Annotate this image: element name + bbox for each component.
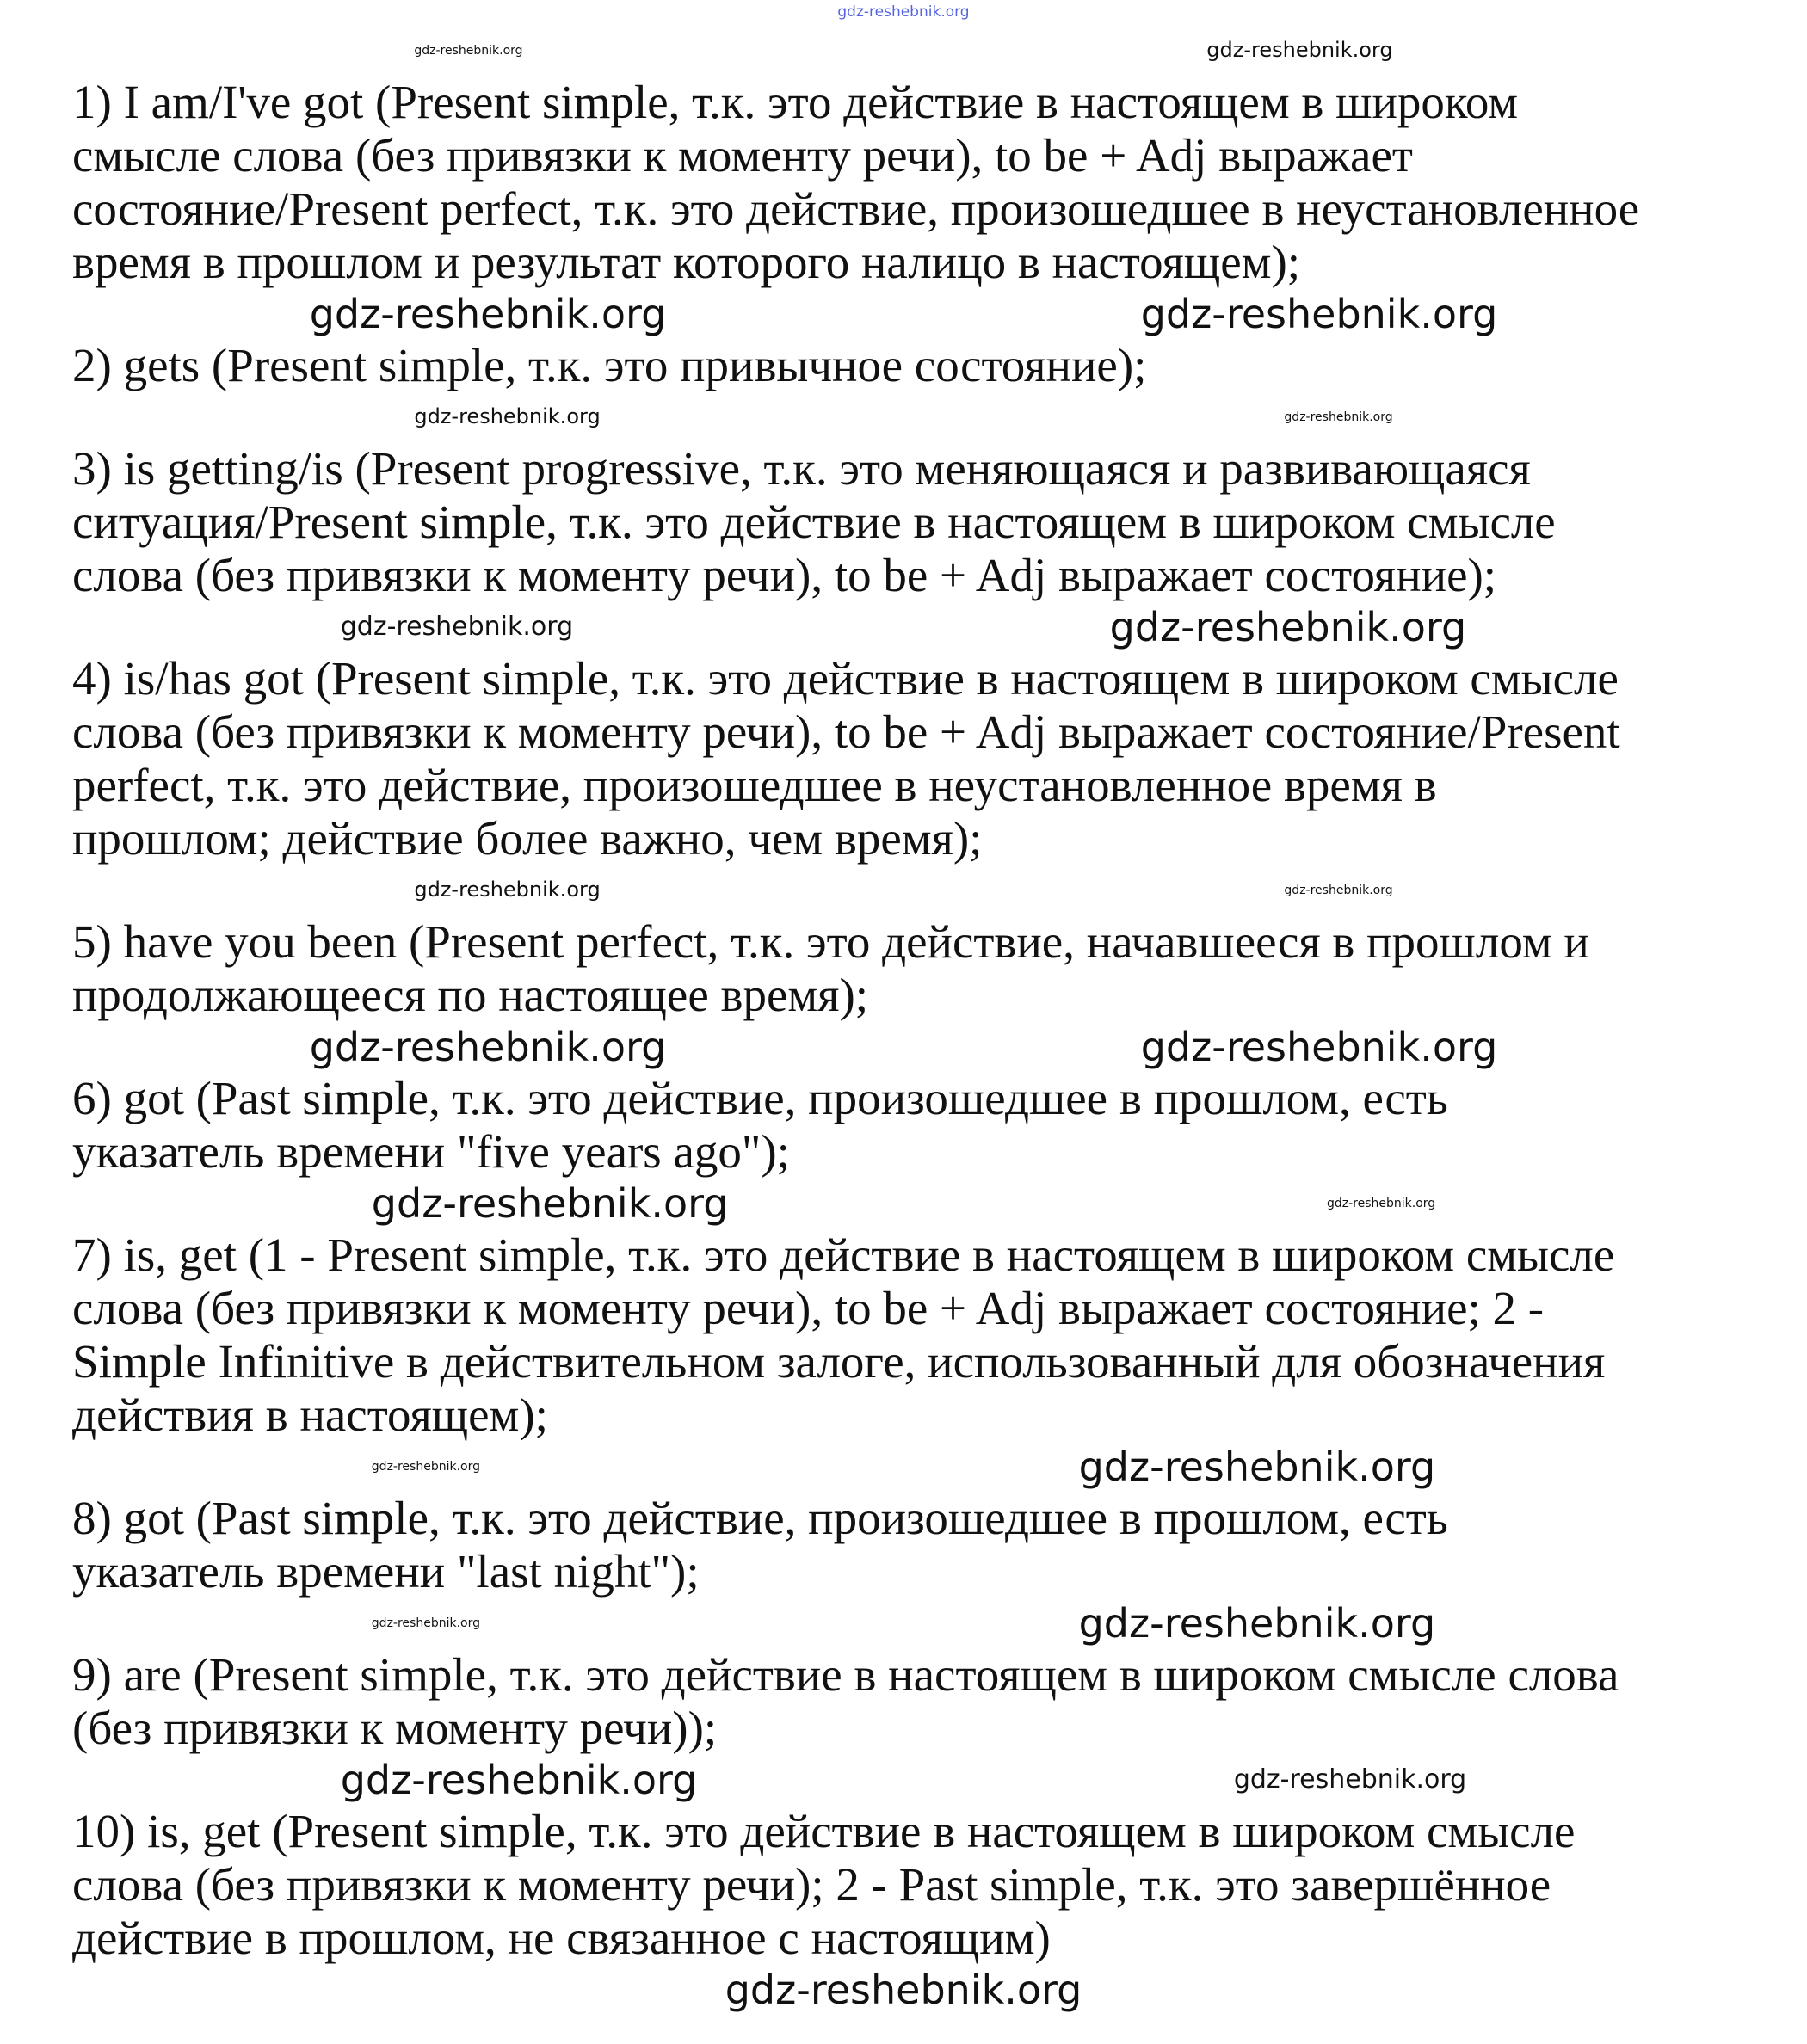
answer-10-line: действие в прошлом, не связанное с настоящим) [72,1912,1051,1964]
answer-8-line: указатель времени "last night"); [72,1545,700,1598]
answer-1-line: состояние/Present perfect, т.к. это действие, произошедшее в неустановленное [72,182,1640,235]
watermark: gdz-reshebnik.org [414,43,523,58]
answer-8 [0,1492,1807,1598]
watermark-row [0,392,1807,442]
answer-7-line: действия в настоящем); [72,1388,548,1441]
watermark-row [0,1442,1807,1492]
answer-9-line: 9) are (Present simple, т.к. это действие в настоящем в широком смысле слова [72,1648,1619,1701]
watermark: gdz-reshebnik.org [1233,1764,1467,1795]
answer-3-line: слова (без привязки к моменту речи), to be + Adj выражает состояние); [72,549,1497,601]
answer-8-line: 8) got (Past simple, т.к. это действие, произошедшее в прошлом, есть [72,1492,1448,1544]
watermark: gdz-reshebnik.org [1140,1023,1498,1070]
watermark: gdz-reshebnik.org [837,3,970,22]
answer-1-line: 1) I am/I've got (Present simple, т.к. это действие в настоящем в широком [72,76,1519,128]
watermark-row [0,1598,1807,1648]
watermark-row [0,1022,1807,1072]
watermark-row [0,1755,1807,1805]
answer-4-line: 4) is/has got (Present simple, т.к. это действие в настоящем в широком смысле [72,652,1619,705]
watermark: gdz-reshebnik.org [309,1023,667,1070]
answer-10-line: 10) is, get (Present simple, т.к. это действие в настоящем в широком смысле [72,1805,1576,1857]
answer-6-line: 6) got (Past simple, т.к. это действие, произошедшее в прошлом, есть [72,1072,1448,1124]
watermark: gdz-reshebnik.org [340,611,574,642]
answer-9 [0,1648,1807,1755]
answer-9-line: (без привязки к моменту речи)); [72,1702,718,1754]
answer-5-line: 5) have you been (Present perfect, т.к. это действие, начавшееся в прошлом и [72,915,1589,968]
answer-10-line: слова (без привязки к моменту речи); 2 - Past simple, т.к. это завершённое [72,1858,1551,1911]
answer-10 [0,1805,1807,1965]
watermark: gdz-reshebnik.org [1140,290,1498,337]
answer-7-line: слова (без привязки к моменту речи), to be + Adj выражает состояние; 2 - [72,1282,1545,1334]
answer-2 [0,339,1807,392]
watermark-row [0,1965,1807,2015]
watermark: gdz-reshebnik.org [1284,409,1393,424]
answer-1 [0,76,1807,289]
watermark-row [0,26,1807,76]
watermark: gdz-reshebnik.org [1206,38,1393,63]
answer-1-line: смысле слова (без привязки к моменту речи), to be + Adj выражает [72,129,1413,182]
watermark: gdz-reshebnik.org [1078,1443,1436,1490]
answer-4-line: perfect, т.к. это действие, произошедшее в неустановленное время в [72,759,1437,811]
answer-1-line: время в прошлом и результат которого налицо в настоящем); [72,236,1301,288]
answer-7 [0,1228,1807,1442]
watermark-row [0,602,1807,652]
watermark: gdz-reshebnik.org [371,1459,480,1474]
watermark: gdz-reshebnik.org [371,1179,729,1227]
watermark: gdz-reshebnik.org [1109,603,1467,650]
answer-3-line: ситуация/Present simple, т.к. это действие в настоящем в широком смысле [72,496,1556,548]
watermark: gdz-reshebnik.org [371,1616,480,1630]
answer-3 [0,442,1807,602]
answer-6-line: указатель времени "five years ago"); [72,1125,790,1178]
watermark: gdz-reshebnik.org [414,877,601,902]
watermark: gdz-reshebnik.org [725,1966,1082,2013]
watermark: gdz-reshebnik.org [309,290,667,337]
watermark-row [0,865,1807,915]
watermark: gdz-reshebnik.org [340,1756,698,1803]
answer-2-line: 2) gets (Present simple, т.к. это привычное состояние); [72,339,1147,391]
answer-4 [0,652,1807,865]
watermark-row [0,289,1807,339]
answer-4-line: слова (без привязки к моменту речи), to be + Adj выражает состояние/Present [72,705,1620,758]
watermark: gdz-reshebnik.org [1078,1599,1436,1647]
answer-7-line: Simple Infinitive в действительном залоге, использованный для обозначения [72,1335,1606,1388]
watermark: gdz-reshebnik.org [1284,883,1393,897]
answer-6 [0,1072,1807,1179]
answer-5-line: продолжающееся по настоящее время); [72,969,869,1021]
answer-4-line: прошлом; действие более важно, чем время); [72,812,983,865]
watermark: gdz-reshebnik.org [414,404,601,429]
answer-5 [0,915,1807,1022]
watermark-row [0,1179,1807,1228]
answer-7-line: 7) is, get (1 - Present simple, т.к. это действие в настоящем в широком смысле [72,1228,1615,1281]
watermark: gdz-reshebnik.org [1327,1196,1436,1210]
answer-3-line: 3) is getting/is (Present progressive, т.к. это меняющаяся и развивающаяся [72,442,1531,495]
